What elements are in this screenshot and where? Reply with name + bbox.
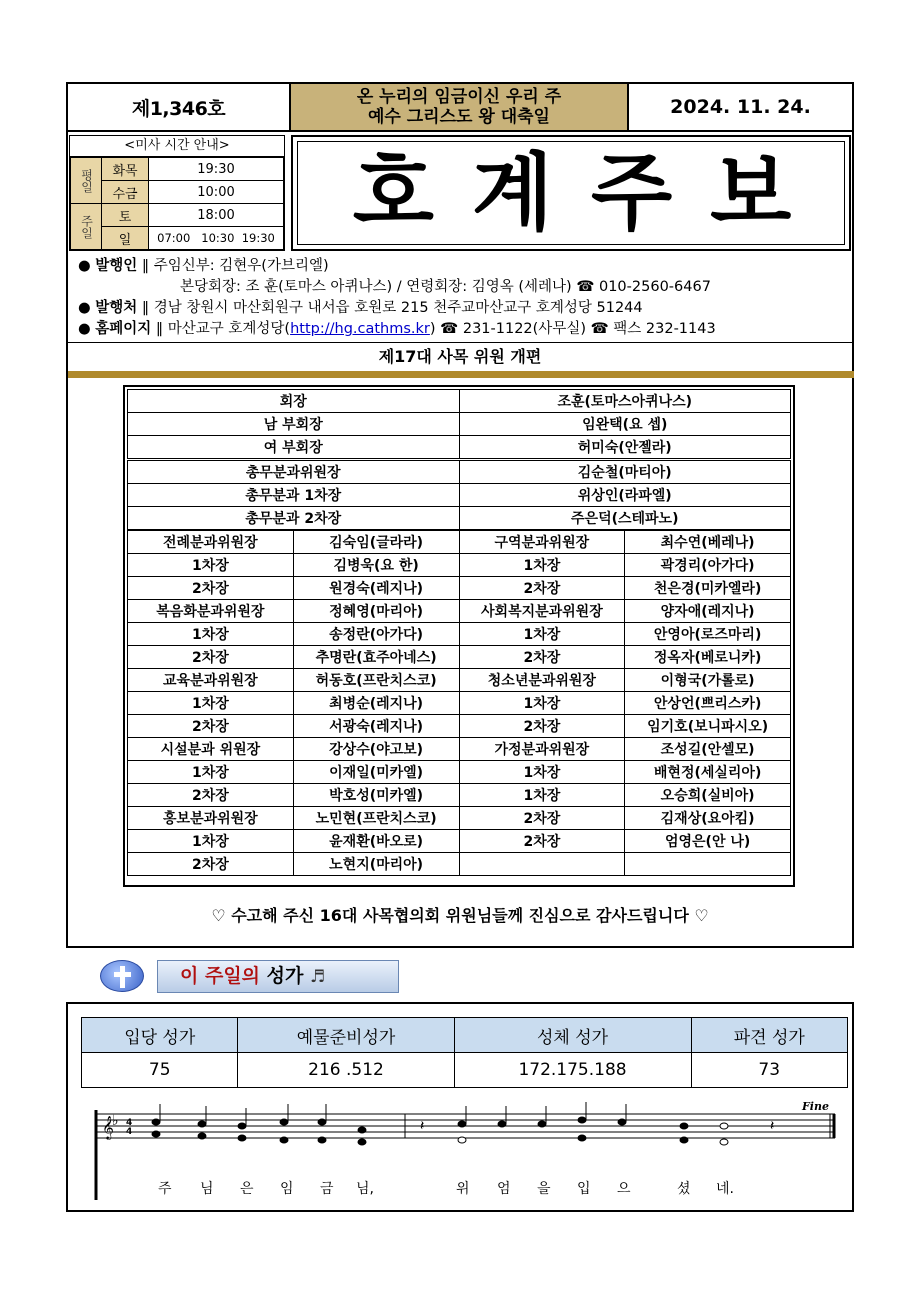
roster-row: [128, 413, 791, 436]
roster-role: 남 부회장: [128, 413, 460, 436]
feast-line-1: 온 누리의 임금이신 우리 주: [356, 87, 562, 107]
lyric-syllable: 입: [577, 1181, 591, 1197]
fine-marking: Fine: [802, 1100, 829, 1113]
lyric-syllable: 엄: [497, 1181, 511, 1197]
roster-role: [459, 853, 625, 876]
roster-member: 윤재환(바오로): [293, 830, 459, 853]
masthead-title: 호계주보: [352, 143, 830, 242]
roster-row: [128, 507, 791, 531]
hymn-number: 172.175.188: [454, 1053, 691, 1088]
mass-time: 10:00: [149, 181, 284, 204]
svg-text:4: 4: [126, 1127, 133, 1137]
roster-member: 임기호(보니파시오): [625, 715, 791, 738]
roster-member: 엄영은(안 나): [625, 830, 791, 853]
pastor-text: 주임신부: 김현우(가브리엘): [153, 258, 329, 274]
roster-member: 노현지(마리아): [293, 853, 459, 876]
mass-time: 19:30: [149, 158, 284, 181]
roster-member: [625, 853, 791, 876]
hymn-banner-part2: 성가: [266, 965, 304, 987]
roster-member: 조성길(안셀모): [625, 738, 791, 761]
lyric-syllable: 은: [240, 1181, 254, 1197]
roster-role: 홍보분과위원장: [128, 807, 294, 830]
roster-role: 가정분과위원장: [459, 738, 625, 761]
roster-member: 허동호(프란치스코): [293, 669, 459, 692]
roster-role: 여 부회장: [128, 436, 460, 460]
hymn-header: 예물준비성가: [238, 1018, 454, 1053]
roster-member: 김숙임(글라라): [293, 530, 459, 554]
roster-member: 양자애(레지나): [625, 600, 791, 623]
roster-role: 1차장: [459, 692, 625, 715]
roster-box: [123, 385, 795, 887]
mass-time: 07:00 10:30 19:30: [149, 227, 284, 250]
roster-role: 1차장: [128, 830, 294, 853]
roster-role: 구역분과위원장: [459, 530, 625, 554]
roster-member: 위상인(라파엘): [459, 484, 791, 507]
hymn-header: 파견 성가: [691, 1018, 848, 1053]
hymn-number: 216 .512: [238, 1053, 454, 1088]
lyric-syllable: 네.: [716, 1181, 734, 1197]
roster-member: 노민현(프란치스코): [293, 807, 459, 830]
roster-member: 이재일(미카엘): [293, 761, 459, 784]
roster-role: 2차장: [128, 646, 294, 669]
mass-day: 토: [102, 204, 149, 227]
feast-line-2: 예수 그리스도 왕 대축일: [368, 107, 550, 127]
roster-role: 1차장: [459, 554, 625, 577]
roster-member: 정옥자(베로니카): [625, 646, 791, 669]
mass-day: 일: [102, 227, 149, 250]
roster-role: 2차장: [128, 853, 294, 876]
roster-role: 2차장: [128, 577, 294, 600]
roster-role: 2차장: [459, 830, 625, 853]
roster-role: 1차장: [128, 623, 294, 646]
roster-row: [128, 577, 791, 600]
roster-role: 복음화분과위원장: [128, 600, 294, 623]
publisher-line: ● 발행인 ‖ 주임신부: 김현우(가브리엘): [78, 258, 329, 274]
roster-row: [128, 390, 791, 413]
roster-member: 허미숙(안젤라): [459, 436, 791, 460]
roster-row: [128, 530, 791, 554]
roster-member: 박호성(미카엘): [293, 784, 459, 807]
roster-row: [128, 484, 791, 507]
roster-role: 전례분과위원장: [128, 530, 294, 554]
svg-text:𝄽: 𝄽: [420, 1118, 425, 1134]
roster-row: [128, 436, 791, 460]
roster-member: 정혜영(마리아): [293, 600, 459, 623]
roster-member: 송정란(아가다): [293, 623, 459, 646]
gold-rule: [68, 371, 854, 378]
lyric-syllable: 위: [456, 1181, 470, 1197]
publisher-line: ● 발행처 ‖ 경남 창원시 마산회원구 내서읍 호원로 215 천주교마산교구 호계성당 51244: [78, 300, 643, 316]
mass-day: 수금: [102, 181, 149, 204]
lyric-syllable: 임: [280, 1181, 294, 1197]
svg-text:𝄞: 𝄞: [102, 1115, 114, 1139]
roster-member: 이형국(가롤로): [625, 669, 791, 692]
issue-number: 제1,346호: [131, 97, 226, 120]
roster-row: [128, 554, 791, 577]
roster-role: 2차장: [459, 807, 625, 830]
roster-member: 서광숙(레지나): [293, 715, 459, 738]
roster-row: [128, 600, 791, 623]
homepage-label: 홈페이지: [95, 321, 152, 337]
hymn-number: 73: [691, 1053, 848, 1088]
sunday-label: 주일: [71, 204, 102, 250]
roster-row: [128, 784, 791, 807]
publisher-line: ● 홈페이지 ‖ 마산교구 호계성당(http://hg.cathms.kr) ☎ 231-1122(사무실) ☎ 팩스 232-1143: [78, 321, 716, 337]
roster-table: [127, 389, 791, 876]
roster-role: 2차장: [128, 715, 294, 738]
roster-role: 1차장: [459, 784, 625, 807]
roster-member: 최병순(레지나): [293, 692, 459, 715]
roster-member: 곽경리(아가다): [625, 554, 791, 577]
thanks-message: ♡ 수고해 주신 16대 사목협의회 위원님들께 진심으로 감사드립니다 ♡: [211, 906, 709, 925]
office-label: 발행처: [95, 300, 138, 316]
roster-member: 김순철(마티아): [459, 460, 791, 484]
roster-member: 안영아(로즈마리): [625, 623, 791, 646]
roster-role: 1차장: [128, 761, 294, 784]
svg-text:♭: ♭: [112, 1113, 119, 1129]
roster-role: 총무분과위원장: [128, 460, 460, 484]
lyric-syllable: 금: [320, 1181, 334, 1197]
roster-role: 2차장: [459, 715, 625, 738]
roster-row: [128, 853, 791, 876]
roster-member: 배현정(세실리아): [625, 761, 791, 784]
roster-row: [128, 830, 791, 853]
phone-text: ) ☎ 231-1122(사무실) ☎ 팩스 232-1143: [429, 321, 716, 337]
masthead-box: [291, 135, 851, 251]
homepage-link[interactable]: http://hg.cathms.kr: [290, 321, 430, 337]
section-title: 제17대 사목 위원 개편: [378, 347, 542, 366]
roster-member: 추명란(효주아네스): [293, 646, 459, 669]
address-text: 경남 창원시 마산회원구 내서읍 호원로 215 천주교마산교구 호계성당 51244: [153, 300, 643, 316]
roster-role: 1차장: [128, 554, 294, 577]
roster-row: [128, 738, 791, 761]
hymn-banner: [157, 960, 399, 993]
mass-times-box: [69, 135, 285, 251]
homepage-pre: 마산교구 호계성당(: [167, 321, 291, 337]
roster-role: 회장: [128, 390, 460, 413]
roster-member: 오승희(실비아): [625, 784, 791, 807]
roster-row: [128, 715, 791, 738]
roster-role: 2차장: [128, 784, 294, 807]
roster-role: 1차장: [128, 692, 294, 715]
roster-member: 김병욱(요 한): [293, 554, 459, 577]
issue-date: 2024. 11. 24.: [670, 96, 811, 118]
lyric-syllable: 을: [537, 1181, 551, 1197]
mass-day: 화목: [102, 158, 149, 181]
roster-row: [128, 669, 791, 692]
roster-member: 강상수(야고보): [293, 738, 459, 761]
roster-member: 원경숙(레지나): [293, 577, 459, 600]
hymn-banner-icon: [100, 960, 144, 992]
music-note-icon: ♬: [310, 967, 326, 987]
roster-row: [128, 761, 791, 784]
roster-role: 시설분과 위원장: [128, 738, 294, 761]
roster-member: 임완택(요 셉): [459, 413, 791, 436]
publisher-label: 발행인: [95, 258, 138, 274]
hymn-header: 성체 성가: [454, 1018, 691, 1053]
roster-role: 2차장: [459, 577, 625, 600]
divider-line: [68, 342, 852, 343]
council-line: 본당회장: 조 훈(토마스 아퀴나스) / 연령회장: 김영옥 (세레나) ☎ 010-2560-6467: [180, 279, 711, 295]
roster-role: 교육분과위원장: [128, 669, 294, 692]
feast-banner: [291, 84, 627, 130]
roster-row: [128, 460, 791, 484]
roster-role: 사회복지분과위원장: [459, 600, 625, 623]
roster-member: 최수연(베레나): [625, 530, 791, 554]
roster-row: [128, 692, 791, 715]
lyric-syllable: 님: [200, 1181, 214, 1197]
hymn-table: [81, 1017, 848, 1088]
lyric-syllable: 님,: [356, 1181, 374, 1197]
roster-member: 천은경(미카엘라): [625, 577, 791, 600]
roster-member: 김재상(요아킴): [625, 807, 791, 830]
lyric-syllable: 셨: [677, 1181, 691, 1197]
roster-role: 총무분과 2차장: [128, 507, 460, 531]
svg-text:𝄽: 𝄽: [770, 1118, 775, 1134]
weekday-label: 평일: [71, 158, 102, 204]
hymn-header: 입당 성가: [82, 1018, 238, 1053]
lyric-syllable: 으: [617, 1181, 631, 1197]
lyric-syllable: 주: [158, 1181, 172, 1197]
hymn-number: 75: [82, 1053, 238, 1088]
roster-row: [128, 646, 791, 669]
roster-role: 1차장: [459, 761, 625, 784]
roster-member: 주은덕(스테파노): [459, 507, 791, 531]
roster-role: 총무분과 1차장: [128, 484, 460, 507]
publisher-info: [78, 256, 850, 340]
hymn-banner-part1: 이 주일의: [180, 965, 261, 987]
svg-text:4: 4: [126, 1118, 133, 1128]
mass-time: 18:00: [149, 204, 284, 227]
mass-times-title: <미사 시간 안내>: [70, 136, 284, 157]
roster-role: 2차장: [459, 646, 625, 669]
mass-times-table: [70, 157, 284, 250]
roster-row: [128, 623, 791, 646]
roster-role: 1차장: [459, 623, 625, 646]
roster-member: 안상언(쁘리스카): [625, 692, 791, 715]
roster-role: 청소년분과위원장: [459, 669, 625, 692]
roster-member: 조훈(토마스아퀴나스): [459, 390, 791, 413]
roster-row: [128, 807, 791, 830]
